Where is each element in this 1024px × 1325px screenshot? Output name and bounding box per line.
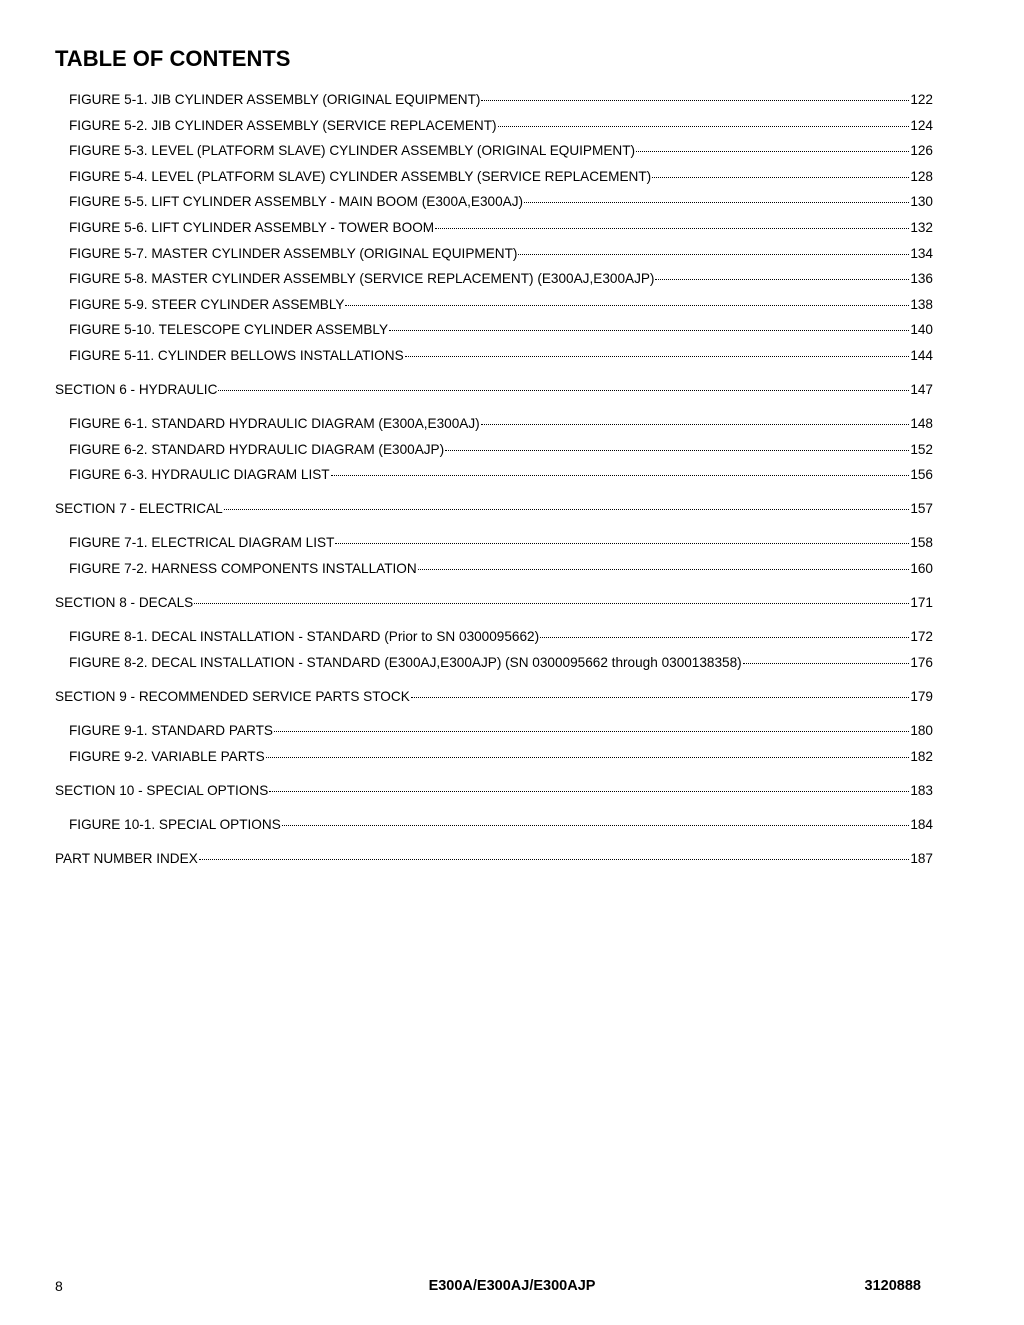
page-title: TABLE OF CONTENTS xyxy=(55,46,291,71)
toc-entry-page-number: 187 xyxy=(910,851,933,866)
toc-dot-leader xyxy=(282,824,910,826)
toc-entry-label: FIGURE 5-8. MASTER CYLINDER ASSEMBLY (SERVICE REPLACEMENT) (E300AJ,E300AJP) xyxy=(69,271,655,287)
toc-dot-leader xyxy=(481,423,910,425)
toc-dot-leader xyxy=(218,389,909,391)
toc-entry-label: FIGURE 5-1. JIB CYLINDER ASSEMBLY (ORIGINAL EQUIPMENT) xyxy=(69,92,481,107)
toc-entry-label: FIGURE 5-11. CYLINDER BELLOWS INSTALLATIONS xyxy=(69,348,404,363)
toc-dot-leader xyxy=(194,602,909,604)
toc-figure-entry[interactable] xyxy=(69,346,933,366)
toc-entry-page-number: 180 xyxy=(910,723,933,739)
toc-entry-page-number: 184 xyxy=(910,817,933,832)
toc-figure-entry[interactable] xyxy=(69,141,933,161)
toc-entry-label: FIGURE 8-2. DECAL INSTALLATION - STANDARD (E300AJ,E300AJP) (SN 0300095662 through 0300138358) xyxy=(69,655,742,670)
toc-dot-leader xyxy=(743,662,910,664)
toc-entry-page-number: 144 xyxy=(910,348,933,363)
toc-dot-leader xyxy=(636,150,909,152)
toc-entry-page-number: 126 xyxy=(910,143,933,159)
toc-dot-leader xyxy=(266,756,910,758)
footer-model-names: E300A/E300AJ/E300AJP xyxy=(428,1278,596,1294)
toc-entry-label: FIGURE 6-2. STANDARD HYDRAULIC DIAGRAM (E300AJP) xyxy=(69,441,445,457)
footer-page-number: 8 xyxy=(55,1278,63,1294)
toc-section-entry[interactable] xyxy=(55,499,933,519)
toc-figure-entry[interactable] xyxy=(69,559,933,579)
toc-figure-entry[interactable] xyxy=(69,320,933,340)
toc-entry-page-number: 130 xyxy=(910,194,933,210)
toc-entry-label: FIGURE 7-2. HARNESS COMPONENTS INSTALLATION xyxy=(69,561,417,576)
toc-figure-entry[interactable] xyxy=(69,465,933,485)
toc-entry-label: FIGURE 8-1. DECAL INSTALLATION - STANDARD (Prior to SN 0300095662) xyxy=(69,629,540,645)
toc-entry-page-number: 122 xyxy=(910,92,933,107)
toc-section-entry[interactable] xyxy=(55,380,933,400)
toc-entry-page-number: 172 xyxy=(910,629,933,645)
toc-figure-entry[interactable] xyxy=(69,269,933,289)
toc-entry-page-number: 171 xyxy=(910,595,933,611)
toc-dot-leader xyxy=(540,636,909,638)
toc-entry-page-number: 147 xyxy=(910,382,933,397)
toc-dot-leader xyxy=(518,253,909,255)
toc-entry-label: SECTION 6 - HYDRAULIC xyxy=(55,382,218,397)
toc-entry-page-number: 158 xyxy=(910,535,933,551)
toc-entry-label: FIGURE 6-3. HYDRAULIC DIAGRAM LIST xyxy=(69,467,330,483)
toc-dot-leader xyxy=(655,278,909,280)
toc-entry-label: FIGURE 5-3. LEVEL (PLATFORM SLAVE) CYLINDER ASSEMBLY (ORIGINAL EQUIPMENT) xyxy=(69,143,636,159)
toc-dot-leader xyxy=(405,355,910,357)
toc-dot-leader xyxy=(481,99,909,101)
toc-figure-entry[interactable] xyxy=(69,116,933,136)
toc-figure-entry[interactable] xyxy=(69,414,933,434)
toc-figure-entry[interactable] xyxy=(69,192,933,212)
toc-dot-leader xyxy=(224,508,910,510)
toc-dot-leader xyxy=(389,329,909,331)
toc-entry-page-number: 160 xyxy=(910,561,933,576)
toc-entry-label: FIGURE 5-4. LEVEL (PLATFORM SLAVE) CYLINDER ASSEMBLY (SERVICE REPLACEMENT) xyxy=(69,168,652,184)
toc-section-entry[interactable] xyxy=(55,781,933,801)
toc-entry-label: FIGURE 6-1. STANDARD HYDRAULIC DIAGRAM (E300A,E300AJ) xyxy=(69,416,480,431)
toc-section-entry[interactable] xyxy=(55,849,933,869)
toc-entry-label: SECTION 8 - DECALS xyxy=(55,595,194,611)
toc-figure-entry[interactable] xyxy=(69,627,933,647)
toc-figure-entry[interactable] xyxy=(69,218,933,238)
toc-dot-leader xyxy=(445,449,909,451)
toc-entry-label: FIGURE 5-2. JIB CYLINDER ASSEMBLY (SERVICE REPLACEMENT) xyxy=(69,117,497,133)
toc-dot-leader xyxy=(199,858,910,860)
toc-entry-label: FIGURE 5-6. LIFT CYLINDER ASSEMBLY - TOWER BOOM xyxy=(69,220,435,235)
toc-figure-entry[interactable] xyxy=(69,747,933,767)
toc-entry-label: FIGURE 5-10. TELESCOPE CYLINDER ASSEMBLY xyxy=(69,322,389,338)
toc-entry-page-number: 152 xyxy=(910,441,933,457)
toc-entry-page-number: 176 xyxy=(910,655,933,670)
toc-entry-label: FIGURE 5-9. STEER CYLINDER ASSEMBLY xyxy=(69,296,345,312)
toc-dot-leader xyxy=(435,227,909,229)
toc-dot-leader xyxy=(345,304,909,306)
page-footer xyxy=(0,1278,1024,1298)
toc-dot-leader xyxy=(274,730,909,732)
toc-entry-page-number: 156 xyxy=(910,467,933,483)
toc-entry-page-number: 134 xyxy=(910,245,933,261)
toc-figure-entry[interactable] xyxy=(69,244,933,264)
toc-entry-page-number: 136 xyxy=(910,271,933,287)
toc-dot-leader xyxy=(269,790,909,792)
toc-entry-page-number: 182 xyxy=(910,748,933,764)
toc-figure-entry[interactable] xyxy=(69,295,933,315)
toc-figure-entry[interactable] xyxy=(69,721,933,741)
toc-section-entry[interactable] xyxy=(55,687,933,707)
toc-dot-leader xyxy=(418,568,910,570)
toc-dot-leader xyxy=(411,696,910,698)
toc-dot-leader xyxy=(652,176,909,178)
toc-entry-page-number: 157 xyxy=(910,501,933,517)
toc-entry-page-number: 179 xyxy=(910,689,933,705)
toc-entry-label: FIGURE 7-1. ELECTRICAL DIAGRAM LIST xyxy=(69,535,335,551)
toc-entry-page-number: 140 xyxy=(910,322,933,338)
toc-figure-entry[interactable] xyxy=(69,533,933,553)
toc-figure-entry[interactable] xyxy=(69,167,933,187)
toc-entry-page-number: 138 xyxy=(910,296,933,312)
toc-figure-entry[interactable] xyxy=(69,653,933,673)
toc-figure-entry[interactable] xyxy=(69,90,933,110)
toc-entry-page-number: 128 xyxy=(910,168,933,184)
toc-entry-page-number: 148 xyxy=(910,416,933,431)
toc-figure-entry[interactable] xyxy=(69,815,933,835)
toc-entry-label: FIGURE 5-5. LIFT CYLINDER ASSEMBLY - MAIN BOOM (E300A,E300AJ) xyxy=(69,194,524,210)
toc-entry-label: SECTION 9 - RECOMMENDED SERVICE PARTS STOCK xyxy=(55,689,410,705)
toc-section-entry[interactable] xyxy=(55,593,933,613)
toc-dot-leader xyxy=(331,474,910,476)
toc-entry-label: SECTION 10 - SPECIAL OPTIONS xyxy=(55,783,269,798)
toc-figure-entry[interactable] xyxy=(69,440,933,460)
toc-entry-label: FIGURE 10-1. SPECIAL OPTIONS xyxy=(69,817,281,832)
toc-dot-leader xyxy=(498,125,910,127)
toc-entry-page-number: 183 xyxy=(910,783,933,798)
toc-entry-label: SECTION 7 - ELECTRICAL xyxy=(55,501,223,517)
toc-entry-label: FIGURE 9-1. STANDARD PARTS xyxy=(69,723,273,739)
toc-entry-label: PART NUMBER INDEX xyxy=(55,851,198,866)
toc-entry-label: FIGURE 9-2. VARIABLE PARTS xyxy=(69,748,265,764)
toc-dot-leader xyxy=(524,201,909,203)
toc-entry-page-number: 132 xyxy=(910,220,933,235)
toc-entry-page-number: 124 xyxy=(910,117,933,133)
footer-document-number: 3120888 xyxy=(864,1278,921,1294)
toc-entry-label: FIGURE 5-7. MASTER CYLINDER ASSEMBLY (ORIGINAL EQUIPMENT) xyxy=(69,245,518,261)
toc-dot-leader xyxy=(335,542,909,544)
